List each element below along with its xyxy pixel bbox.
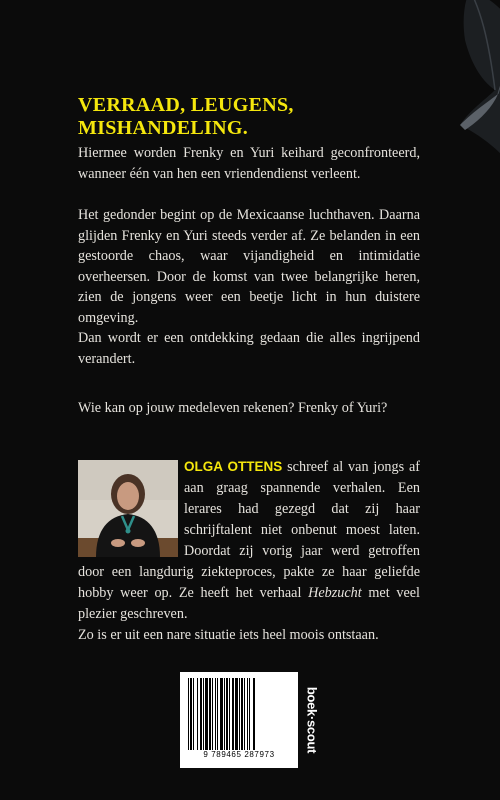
barcode-bar: [200, 678, 202, 750]
barcode-bar: [226, 678, 228, 750]
synopsis-paragraph: Het gedonder begint op de Mexicaanse luchthaven. Daarna glijden Frenky en Yuri steeds verder af. Ze belanden in een gestoorde chaos, waar vijandigheid en intimidatie overheersen. Door de komst van twee belangrijke heren, zien de jongens weer een beetje licht in hun duistere omgeving. Dan wordt er een ontdekking gedaan die alles ingrijpend verandert.: [78, 207, 420, 367]
barcode-bar: [220, 678, 223, 750]
barcode-bar: [197, 678, 198, 750]
barcode-bar: [229, 678, 230, 750]
author-bio: [78, 456, 420, 646]
barcode-bar: [244, 678, 245, 750]
author-name: OLGA OTTENS: [184, 459, 283, 474]
barcode-bar: [209, 678, 211, 750]
isbn-barcode: [180, 672, 298, 768]
author-bio-text-end: met veel plezier geschreven.: [78, 585, 420, 622]
barcode-bars: [188, 678, 290, 750]
barcode-bar: [203, 678, 204, 750]
barcode-bar: [205, 678, 208, 750]
barcode-bar: [235, 678, 238, 750]
barcode-bar: [253, 678, 255, 750]
barcode-bar: [215, 678, 216, 750]
barcode-bar: [249, 678, 250, 750]
barcode-bar: [247, 678, 248, 750]
headline: VERRAAD, LEUGENS, MISHANDELING.: [78, 94, 294, 139]
barcode-bar: [190, 678, 192, 750]
question-paragraph: Wie kan op jouw medeleven rekenen? Frenky of Yuri?: [78, 400, 388, 416]
bat-wing-illustration: [440, 0, 500, 190]
isbn-number: 9 789465 287973: [203, 750, 275, 759]
barcode-bar: [217, 678, 218, 750]
barcode-bar: [188, 678, 189, 750]
publisher-logo-text: boek·scout: [304, 686, 320, 754]
barcode-bar: [239, 678, 240, 750]
author-bio-text: schreef al van jongs af aan graag spannende verhalen. Een lerares had gezegd dat zij haar schrijftalent niet onbenut moest laten. Doordat zij vorig jaar werd getroffen door een langdurig ziekteproces, pakte ze haar geliefde hobby weer op. Ze heeft het verhaal: [78, 459, 421, 601]
barcode-bar: [232, 678, 234, 750]
barcode-bar: [212, 678, 213, 750]
barcode-bar: [193, 678, 194, 750]
barcode-bar: [224, 678, 225, 750]
publisher-logo: [303, 675, 321, 765]
book-title: Hebzucht: [308, 585, 362, 601]
intro-paragraph: Hiermee worden Frenky en Yuri keihard geconfronteerd, wanneer één van hen een vriendendienst verleent.: [78, 145, 420, 182]
author-closing: Zo is er uit een nare situatie iets heel moois ontstaan.: [78, 627, 379, 643]
barcode-bar: [241, 678, 243, 750]
